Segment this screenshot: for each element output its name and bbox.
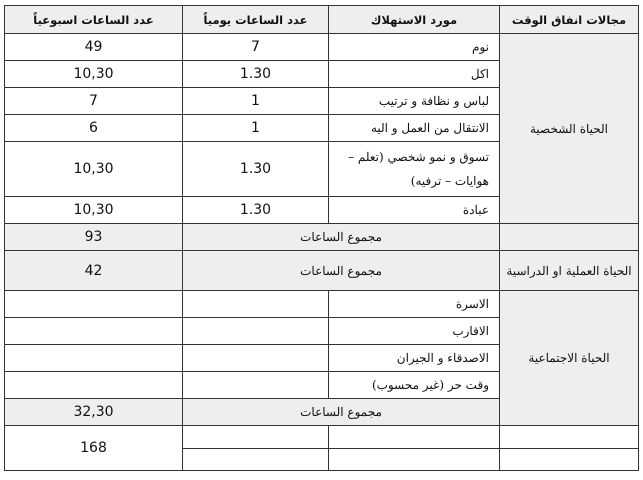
grand-total-row xyxy=(5,426,639,449)
resource-cell: نوم xyxy=(329,34,500,61)
weekly-cell: 7 xyxy=(5,88,183,115)
domain-empty xyxy=(500,224,639,251)
header-resource: مورد الاستهلاك xyxy=(329,6,500,34)
time-table xyxy=(4,5,639,471)
blank-cell xyxy=(500,426,639,449)
weekly-cell xyxy=(5,345,183,372)
daily-cell xyxy=(183,345,329,372)
total-weekly: 42 xyxy=(5,251,183,291)
weekly-cell: 10,30 xyxy=(5,61,183,88)
resource-cell: لباس و نظافة و ترتيب xyxy=(329,88,500,115)
domain-social: الحياة الاجتماعية xyxy=(500,291,639,426)
weekly-cell: 10,30 xyxy=(5,197,183,224)
resource-cell: عبادة xyxy=(329,197,500,224)
resource-cell: الاقارب xyxy=(329,318,500,345)
header-domain: مجالات انفاق الوقت xyxy=(500,6,639,34)
resource-cell: اكل xyxy=(329,61,500,88)
domain-work: الحياة العملية او الدراسية xyxy=(500,251,639,291)
weekly-cell: 49 xyxy=(5,34,183,61)
header-weekly: عدد الساعات اسبوعياً xyxy=(5,6,183,34)
grand-total: 168 xyxy=(5,426,183,471)
total-weekly: 32,30 xyxy=(5,399,183,426)
blank-cell xyxy=(183,426,329,449)
weekly-cell xyxy=(5,318,183,345)
table-row xyxy=(5,34,639,61)
weekly-cell xyxy=(5,291,183,318)
daily-cell: 1 xyxy=(183,115,329,142)
header-row xyxy=(5,6,639,34)
daily-cell: 1 xyxy=(183,88,329,115)
resource-cell: الاسرة xyxy=(329,291,500,318)
weekly-cell: 10,30 xyxy=(5,142,183,197)
resource-cell: الاصدقاء و الجيران xyxy=(329,345,500,372)
daily-cell: 7 xyxy=(183,34,329,61)
total-weekly: 93 xyxy=(5,224,183,251)
blank-cell xyxy=(329,426,500,449)
domain-personal: الحياة الشخصية xyxy=(500,34,639,224)
resource-cell: وقت حر (غير محسوب) xyxy=(329,372,500,399)
total-row xyxy=(5,251,639,291)
total-row xyxy=(5,224,639,251)
blank-cell xyxy=(183,449,329,471)
total-label: مجموع الساعات xyxy=(183,251,500,291)
total-label: مجموع الساعات xyxy=(183,224,500,251)
total-label: مجموع الساعات xyxy=(183,399,500,426)
blank-cell xyxy=(329,449,500,471)
header-daily: عدد الساعات يومياً xyxy=(183,6,329,34)
blank-cell xyxy=(500,449,639,471)
weekly-cell: 6 xyxy=(5,115,183,142)
resource-cell: الانتقال من العمل و اليه xyxy=(329,115,500,142)
table-row xyxy=(5,291,639,318)
daily-cell xyxy=(183,318,329,345)
daily-cell xyxy=(183,291,329,318)
daily-cell: 1.30 xyxy=(183,197,329,224)
resource-cell: تسوق و نمو شخصي (تعلم – هوايات – ترفيه) xyxy=(329,142,500,197)
daily-cell: 1.30 xyxy=(183,61,329,88)
daily-cell xyxy=(183,372,329,399)
weekly-cell xyxy=(5,372,183,399)
daily-cell: 1.30 xyxy=(183,142,329,197)
